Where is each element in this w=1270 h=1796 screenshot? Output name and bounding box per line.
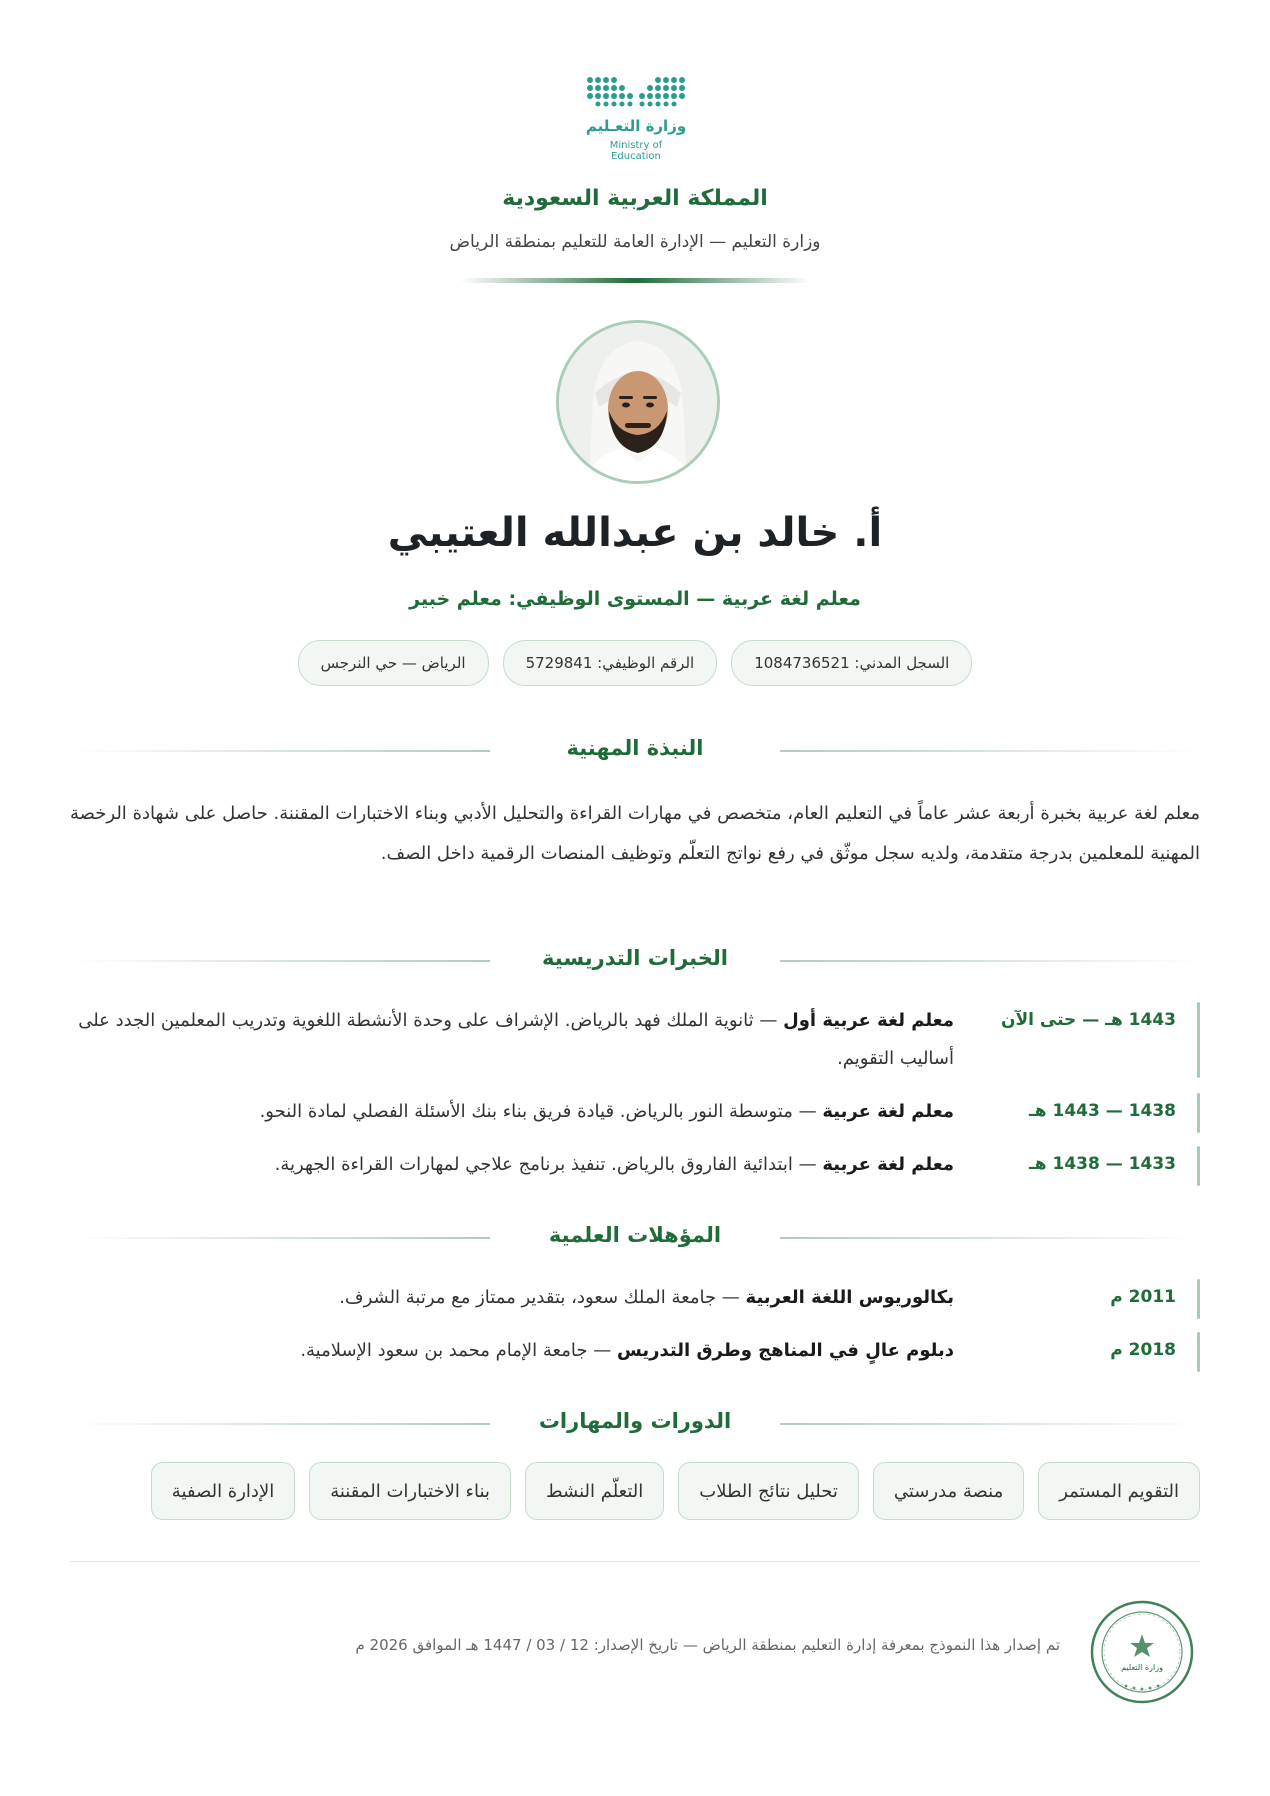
section-title: الدورات والمهارات (538, 1409, 732, 1433)
education-title: دبلوم عالٍ في المناهج وطرق التدريس (616, 1340, 954, 1361)
ministry-subtitle: وزارة التعليم — الإدارة العامة للتعليم بمنطقة الرياض (449, 232, 821, 252)
id-pills (0, 640, 1270, 686)
experience-item (70, 1002, 1200, 1078)
skill-chip: الإدارة الصفية (151, 1462, 295, 1520)
experience-date: 1443 هـ — حتى الآن (1001, 1010, 1176, 1030)
education-item (70, 1332, 1200, 1372)
person-name: أ. خالد بن عبدالله العتيبي (387, 510, 883, 556)
footer-issue-note: تم إصدار هذا النموذج بمعرفة إدارة التعليم بمنطقة الرياض — تاريخ الإصدار: 12 / 03 / 1447 هـ الموافق 2026 م (355, 1636, 1060, 1654)
footer-divider (70, 1561, 1200, 1562)
employee-id-pill: الرقم الوظيفي: 5729841 (503, 640, 718, 686)
section-title: النبذة المهنية (566, 736, 704, 760)
skill-chip: بناء الاختبارات المقننة (309, 1462, 511, 1520)
timeline-bar (1197, 1279, 1200, 1319)
education-item (70, 1279, 1200, 1319)
kingdom-title: المملكة العربية السعودية (502, 186, 768, 211)
experience-detail: — ابتدائية الفاروق بالرياض. تنفيذ برنامج علاجي لمهارات القراءة الجهرية. (274, 1154, 823, 1175)
education-detail: — جامعة الإمام محمد بن سعود الإسلامية. (300, 1340, 617, 1361)
civil-id-pill: السجل المدني: 1084736521 (731, 640, 972, 686)
section-title: المؤهلات العلمية (548, 1223, 722, 1247)
skill-chip: تحليل نتائج الطلاب (678, 1462, 859, 1520)
experience-title: معلم لغة عربية (822, 1101, 954, 1122)
timeline-bar (1197, 1002, 1200, 1078)
experience-item (70, 1146, 1200, 1186)
logo-english-text: Ministry of Education (609, 140, 663, 162)
experience-title: معلم لغة عربية (822, 1154, 954, 1175)
education-description (70, 1279, 954, 1317)
experience-description (70, 1146, 954, 1184)
experience-detail: — ثانوية الملك فهد بالرياض. الإشراف على وحدة الأنشطة اللغوية وتدريب المعلمين الجدد على أساليب التقويم. (78, 1010, 954, 1069)
education-section-header (70, 1223, 1200, 1253)
experience-title: معلم لغة عربية أول (783, 1010, 954, 1031)
seal-text: وزارة التعليم (1121, 1663, 1163, 1672)
skills-list (70, 1462, 1200, 1520)
experience-description (70, 1093, 954, 1131)
skills-section-header (70, 1409, 1200, 1439)
education-date: 2018 م (1110, 1340, 1176, 1360)
skill-chip: منصة مدرستي (873, 1462, 1024, 1520)
education-description (70, 1332, 954, 1370)
experience-description (70, 1002, 954, 1078)
ministry-seal (1088, 1598, 1196, 1706)
location-pill: الرياض — حي النرجس (298, 640, 489, 686)
header-divider (460, 278, 810, 283)
experience-item (70, 1093, 1200, 1133)
experience-detail: — متوسطة النور بالرياض. قيادة فريق بناء بنك الأسئلة الفصلي لمادة النحو. (259, 1101, 823, 1122)
person-role: معلم لغة عربية — المستوى الوظيفي: معلم خبير (409, 588, 861, 610)
experience-date: 1433 — 1438 هـ (1028, 1154, 1176, 1174)
skill-chip: التقويم المستمر (1038, 1462, 1200, 1520)
experience-date: 1438 — 1443 هـ (1028, 1101, 1176, 1121)
education-title: بكالوريوس اللغة العربية (745, 1287, 954, 1308)
timeline-bar (1197, 1093, 1200, 1133)
education-date: 2011 م (1110, 1287, 1176, 1307)
logo-arabic-text: وزارة التعـليم (585, 117, 687, 135)
summary-section-header (70, 736, 1200, 766)
section-title: الخبرات التدريسية (542, 946, 728, 970)
skill-chip: التعلّم النشط (525, 1462, 664, 1520)
timeline-bar (1197, 1146, 1200, 1186)
timeline-bar (1197, 1332, 1200, 1372)
professional-summary: معلم لغة عربية بخبرة أربعة عشر عاماً في التعليم العام، متخصص في مهارات القراءة والتحليل الأدبي وبناء الاختبارات المقننة. حاصل على شهادة الرخصة المهنية للمعلمين بدرجة متقدمة، ولديه سجل موثّق في رفع نواتج التعلّم وتوظيف المنصات الرقمية داخل الصف. (70, 803, 1200, 864)
profile-photo (556, 320, 720, 484)
education-detail: — جامعة الملك سعود، بتقدير ممتاز مع مرتبة الشرف. (339, 1287, 746, 1308)
experience-section-header (70, 946, 1200, 976)
